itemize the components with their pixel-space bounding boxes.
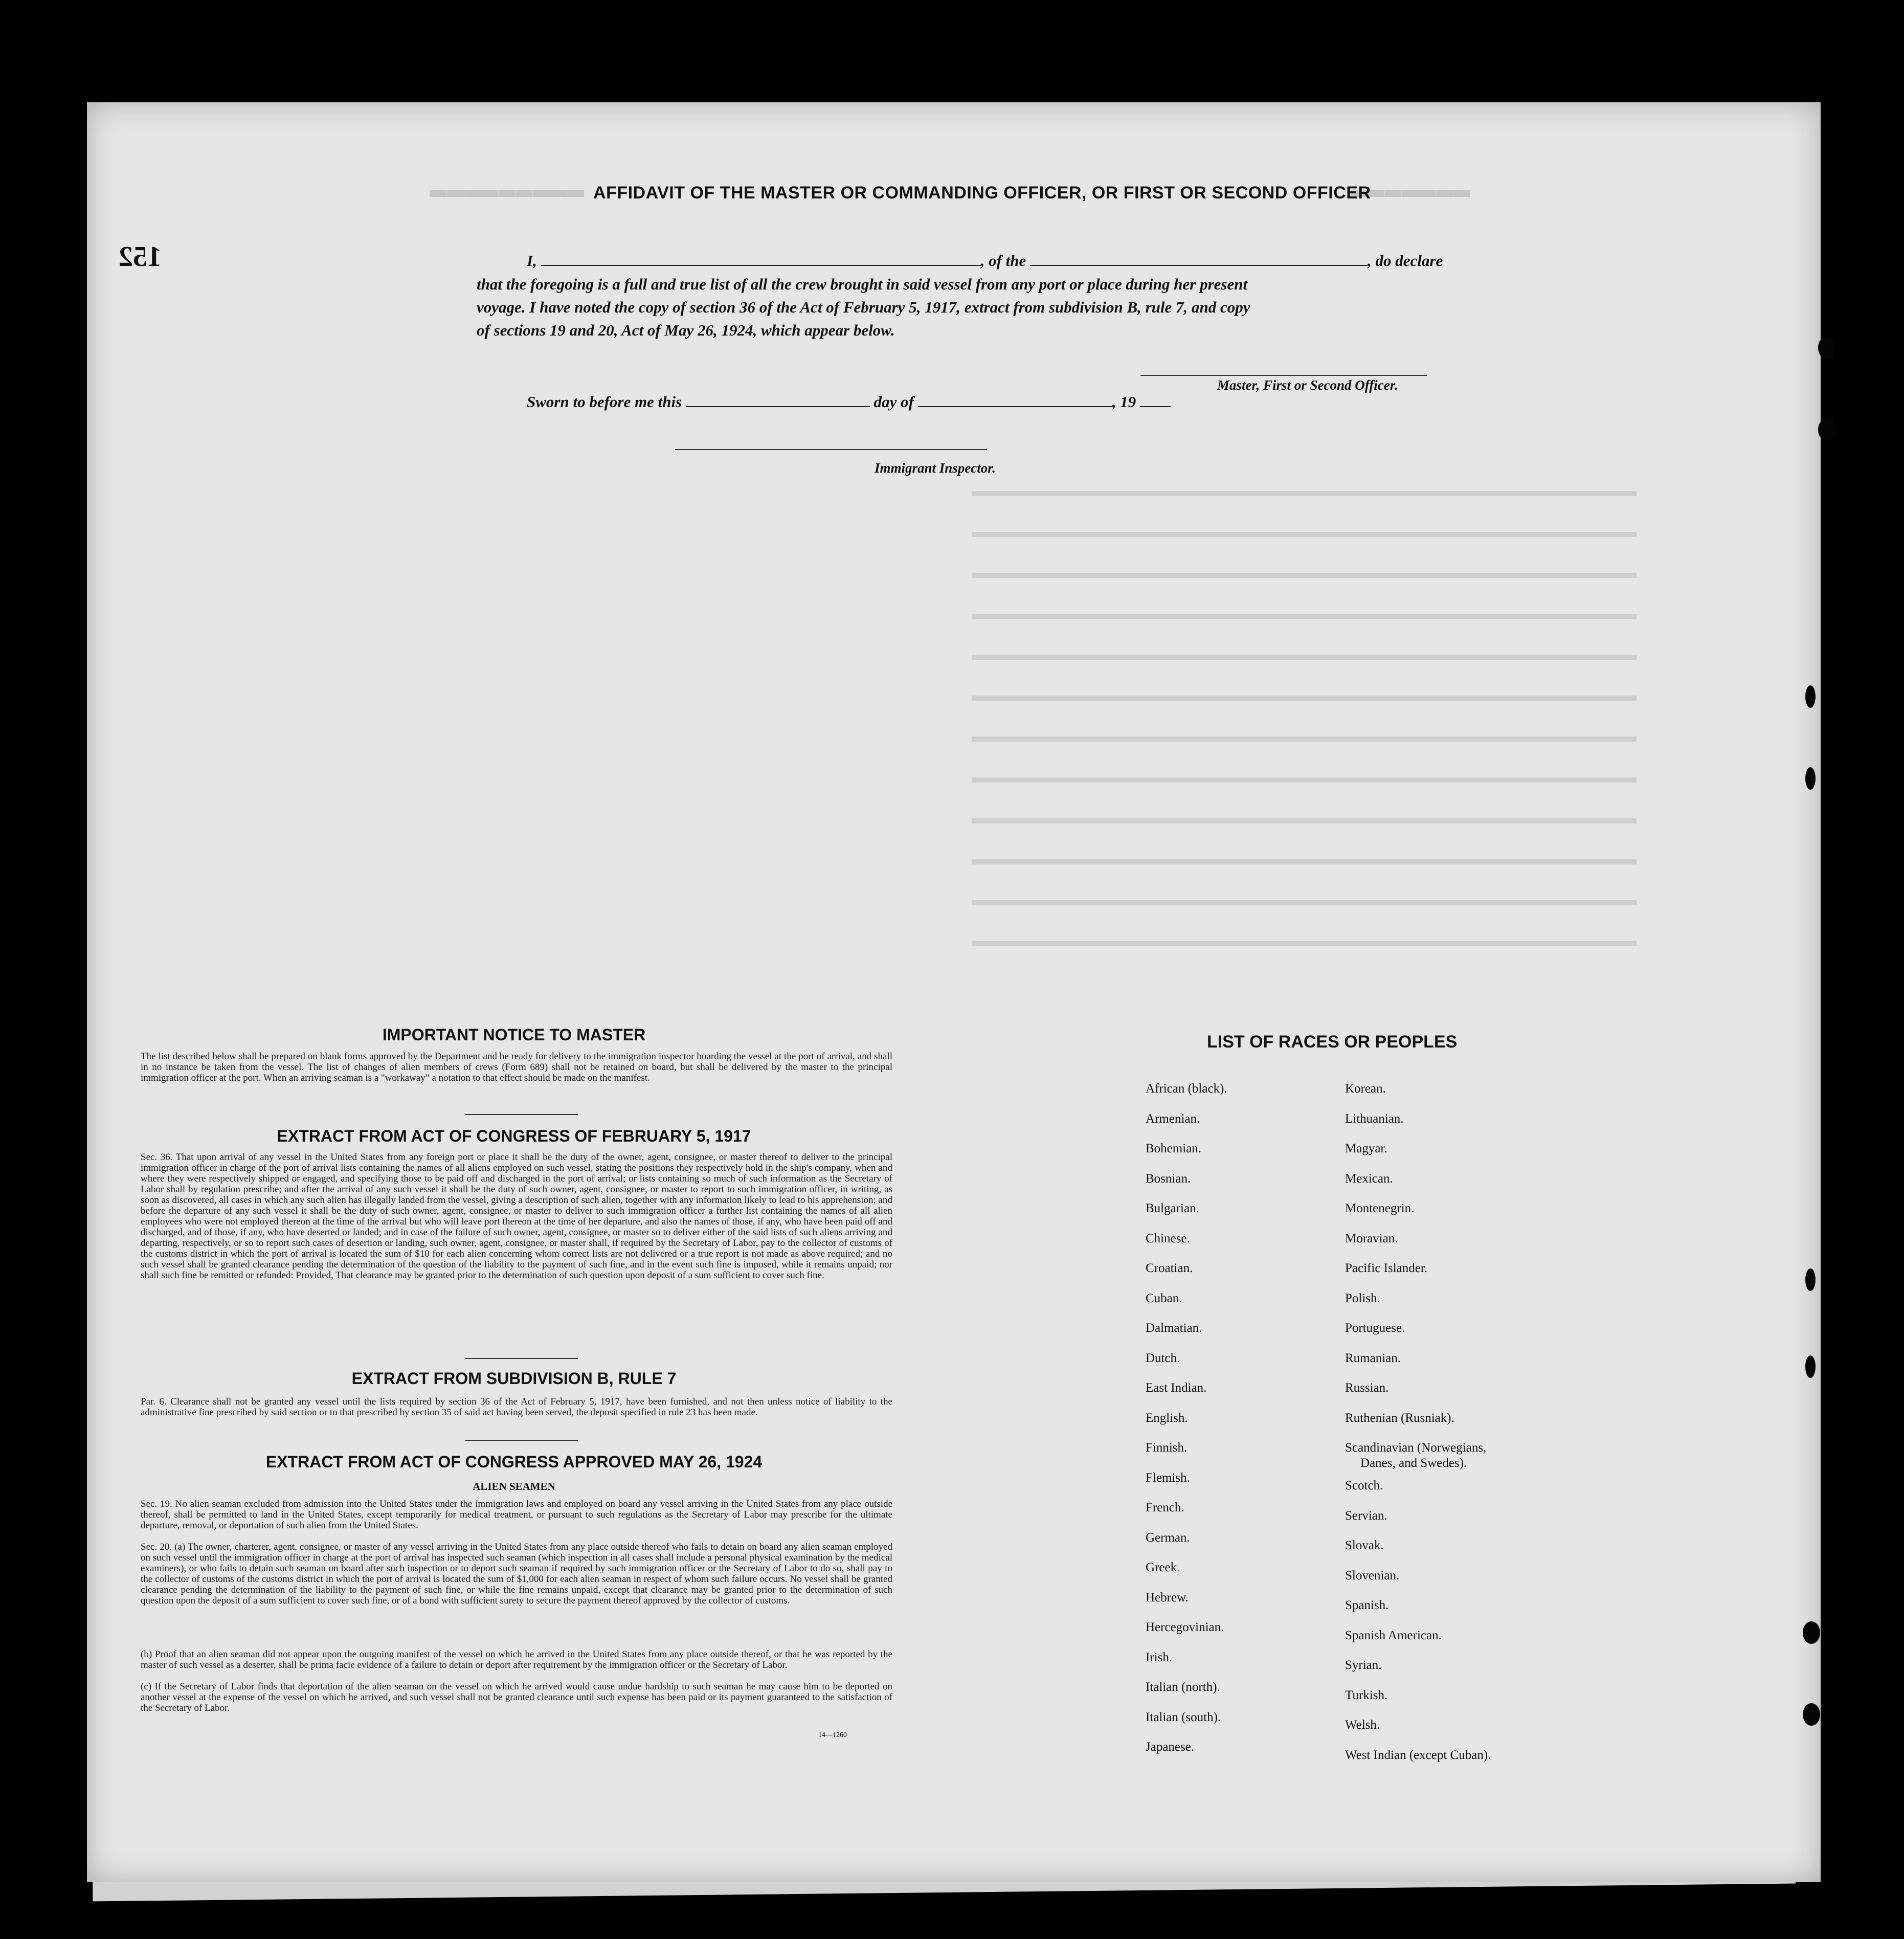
race-item: Mexican.: [1345, 1171, 1393, 1186]
sworn-day-blank: [686, 393, 870, 407]
race-item: Pacific Islander.: [1345, 1261, 1428, 1275]
race-item: Bulgarian.: [1146, 1201, 1199, 1215]
race-item: Armenian.: [1146, 1111, 1200, 1126]
race-item: Cuban.: [1146, 1291, 1182, 1305]
race-item: Montenegrin.: [1345, 1201, 1415, 1215]
inspector-signature-line: [675, 449, 987, 450]
race-item: Hebrew.: [1146, 1590, 1189, 1604]
affidavit-line-2: that the foregoing is a full and true list of all the crew brought in said vessel from any port or place during her present: [477, 275, 1248, 293]
extract-1917-body: Sec. 36. That upon arrival of any vessel in the United States from any foreign port or place it shall be the duty of the owner, agent, consignee, or master thereof to deliver to the principal immigration officer in charge of the port of arrival lists containing the names of all aliens employed on such vessel, stating the positions they respectively hold in the ship's company, when and where they were respectively shipped or engaged, and specifying those to be paid off and discharged in the port of arrival; or lists containing so much of such information as the Secretary of Labor shall by regulation prescribe; and after the arrival of any such vessel it shall be the duty of such owner, agent, consignee, or master to report to such immigration officer, in writing, as soon as discovered, all cases in which any such alien has illegally landed from the vessel, giving a description of such alien, together with any information likely to lead to his apprehension; and before the departure of any such vessel it shall be the duty of such owner, agent, consignee, or master to deliver to such immigration officer a further list containing the names of all alien employees who were not employed thereon at the time of the arrival but who will leave port thereon at the time of her departure, and also the names of those, if any, who have been paid off and discharged, and of those, if any, who have deserted or landed; and in case of the failure of such owner, agent, consignee, or master so to deliver either of the said lists of such aliens arriving and departing, respectively, or so to report such cases of desertion or landing, such owner, agent, consignee, or master shall, if required by the Secretary of Labor, pay to the collector of customs of the customs district in which the port of arrival is located the sum of $10 for each alien concerning whom correct lists are not delivered or a true report is not made as above required; and no such vessel shall be granted clearance pending the determination of the question of the liability to the payment of such fine, and in the event such fine is imposed, while it remains unpaid; nor shall such fine be remitted or refunded: Provided, That clearance may be granted prior to the determination of such question upon deposit of a sum sufficient to cover such fine.: [141, 1152, 892, 1281]
affidavit-line-3: voyage. I have noted the copy of section 36 of the Act of February 5, 1917, extract from subdivision B, rule 7, and copy: [477, 298, 1250, 316]
race-item: Irish.: [1146, 1650, 1173, 1664]
bleed-through-decoration: ▬▬▬▬▬▬▬▬▬: [430, 174, 585, 207]
race-item: Russian.: [1345, 1381, 1389, 1395]
inspector-label: Immigrant Inspector.: [875, 460, 996, 476]
race-item: Italian (north).: [1146, 1680, 1220, 1694]
race-item: Lithuanian.: [1345, 1111, 1404, 1126]
race-item: Portuguese.: [1345, 1321, 1405, 1335]
race-item: Japanese.: [1146, 1740, 1195, 1754]
master-signature-label: Master, First or Second Officer.: [1217, 377, 1398, 393]
binder-hole: [1805, 1355, 1816, 1378]
race-item: Rumanian.: [1345, 1351, 1401, 1365]
race-item: West Indian (except Cuban).: [1345, 1748, 1491, 1762]
binder-hole: [1818, 337, 1835, 359]
race-item: Slovenian.: [1345, 1568, 1400, 1583]
race-item: Scotch.: [1345, 1479, 1383, 1492]
race-item: Spanish.: [1345, 1598, 1389, 1612]
race-item: Flemish.: [1146, 1470, 1190, 1485]
races-title: LIST OF RACES OR PEOPLES: [1207, 1032, 1458, 1052]
vessel-blank: [1030, 252, 1368, 266]
affidavit-i: I,: [527, 252, 537, 270]
affidavit-title: AFFIDAVIT OF THE MASTER OR COMMANDING OFFICER, OR FIRST OR SECOND OFFICER: [593, 183, 1371, 203]
extract-1924-sec20b: (b) Proof that an alien seaman did not appear upon the outgoing manifest of the vessel on which he arrived in the United States from any place outside thereof, or that he was reported by the master of such vessel as a deserter, shall be prima facie evidence of a failure to detain or deport after requirement by the immigration officer or the Secretary of Labor.: [141, 1649, 892, 1670]
extract-1924-title: EXTRACT FROM ACT OF CONGRESS APPROVED MAY 26, 1924: [265, 1453, 763, 1471]
race-item: Bohemian.: [1146, 1142, 1202, 1155]
divider: [465, 1358, 578, 1359]
extract-1917-title: EXTRACT FROM ACT OF CONGRESS OF FEBRUARY 5, 1917: [277, 1127, 751, 1145]
races-left-column: [1146, 1074, 1227, 1763]
form-number: 14—1260: [818, 1731, 847, 1739]
race-item: Polish.: [1345, 1291, 1380, 1305]
affidavit-declare: , do declare: [1368, 252, 1443, 270]
binder-hole: [1805, 685, 1816, 708]
affidavit-line-1: [527, 252, 1443, 270]
divider: [465, 1440, 578, 1441]
affidavit-of-the: , of the: [980, 252, 1026, 270]
race-item: English.: [1146, 1411, 1188, 1425]
sworn-year: , 19: [1112, 393, 1136, 411]
page-number: 152: [119, 241, 162, 273]
sworn-month-blank: [918, 393, 1112, 407]
race-item: Bosnian.: [1146, 1171, 1191, 1186]
race-item: Slovak.: [1345, 1539, 1384, 1552]
extract-rule7-body: Par. 6. Clearance shall not be granted any vessel until the lists required by section 36 of the Act of February 5, 1917, have been furnished, and not then unless notice of liability to the administrative fine prescribed by said section or to that prescribed by section 35 of said act having been served, the deposit specified in rule 23 has been made.: [141, 1396, 892, 1418]
extract-rule7-title: EXTRACT FROM SUBDIVISION B, RULE 7: [351, 1369, 677, 1388]
race-item: Moravian.: [1345, 1231, 1398, 1245]
race-item: Croatian.: [1146, 1261, 1193, 1275]
extract-1924-sec20c: (c) If the Secretary of Labor finds that deportation of the alien seaman on the vessel on which he arrived would cause undue hardship to such seaman he may cause him to be deported on another vessel at the expense of the vessel on which he arrived, and such vessel shall not be granted clearance until such expense has been paid or its payment guaranteed to the satisfaction of the Secretary of Labor.: [141, 1681, 892, 1713]
race-item: Spanish American.: [1345, 1628, 1442, 1642]
race-item: East Indian.: [1146, 1381, 1207, 1395]
race-item: Servian.: [1345, 1508, 1387, 1523]
binder-hole: [1818, 418, 1835, 441]
races-right-column: [1345, 1074, 1491, 1770]
extract-1924-sec20a: Sec. 20. (a) The owner, charterer, agent, consignee, or master of any vessel arriving in the United States from any place outside thereof who fails to detain on board any alien seaman employed on such vessel until the immigration officer in charge at the port of arrival has inspected such seaman (which inspection in all cases shall include a personal physical examination by the medical examiners), or who fails to detain such seaman on board after such inspection or to deport such seaman if required by such immigration officer or the Secretary of Labor to do so, shall pay to the collector of customs of the customs district in which the port of arrival is located the sum of $1,000 for each alien seaman in respect of whom such failure occurs. No vessel shall be granted clearance pending the determination of the liability to the payment of such fine, or while the fine remains unpaid, except that clearance may be granted prior to the determination of such question upon the deposit of a sum sufficient to cover such fine, or of a bond with sufficient surety to secure the payment thereof approved by the collector of customs.: [141, 1542, 892, 1606]
race-item: Dalmatian.: [1146, 1321, 1202, 1335]
extract-1924-sec19: Sec. 19. No alien seaman excluded from admission into the United States under the immigration laws and employed on board any vessel arriving in the United States from any place outside thereof, shall be permitted to land in the United States, except temporarily for medical treatment, or pursuant to such regulations as the Secretary of Labor may prescribe for the ultimate departure, removal, or deportation of such alien from the United States.: [141, 1499, 892, 1531]
binder-hole: [1805, 767, 1816, 790]
affidavit-line-4: of sections 19 and 20, Act of May 26, 1924, which appear below.: [477, 321, 895, 339]
race-item: German.: [1146, 1530, 1190, 1545]
sworn-day-of: day of: [873, 393, 914, 411]
sworn-line: [527, 393, 1171, 411]
race-item: French.: [1146, 1501, 1184, 1514]
race-item: Magyar.: [1345, 1142, 1387, 1155]
race-item: Scandinavian (Norwegians,: [1345, 1441, 1487, 1455]
binder-hole: [1805, 1268, 1816, 1291]
race-item: Greek.: [1146, 1561, 1180, 1574]
race-item: Ruthenian (Rusniak).: [1345, 1411, 1454, 1425]
divider: [465, 1114, 578, 1115]
race-item: Chinese.: [1146, 1231, 1190, 1245]
race-item: Turkish.: [1345, 1688, 1388, 1702]
race-item: Syrian.: [1345, 1658, 1382, 1672]
sworn-prefix: Sworn to before me this: [527, 393, 682, 411]
bleed-through-decoration: ▬▬▬▬▬▬▬: [1350, 174, 1471, 207]
race-item: Welsh.: [1345, 1718, 1380, 1732]
notice-title: IMPORTANT NOTICE TO MASTER: [382, 1026, 646, 1044]
race-item: Danes, and Swedes).: [1360, 1456, 1467, 1470]
race-item: African (black).: [1146, 1082, 1227, 1096]
master-signature-line: [1140, 375, 1427, 376]
race-item: Korean.: [1345, 1082, 1386, 1096]
notice-body: The list described below shall be prepared on blank forms approved by the Department and be ready for delivery to the immigration inspector boarding the vessel at the port of arrival, and shall in no instance be taken from the vessel. The list of changes of alien members of crews (Form 689) shall not be retained on board, but shall be delivered by the master to the principal immigration officer at the port. When an arriving seaman is a "workaway" a notation to that effect should be made on the manifest.: [141, 1051, 892, 1083]
race-item: Italian (south).: [1146, 1710, 1221, 1724]
race-item: Dutch.: [1146, 1351, 1180, 1365]
sworn-year-blank: [1140, 393, 1171, 407]
race-item: Hercegovinian.: [1146, 1620, 1224, 1634]
extract-1924-subtitle: ALIEN SEAMEN: [473, 1480, 555, 1492]
name-blank: [541, 252, 981, 266]
binder-hole: [1803, 1703, 1820, 1726]
race-item: Finnish.: [1146, 1441, 1188, 1455]
binder-hole: [1803, 1621, 1820, 1644]
